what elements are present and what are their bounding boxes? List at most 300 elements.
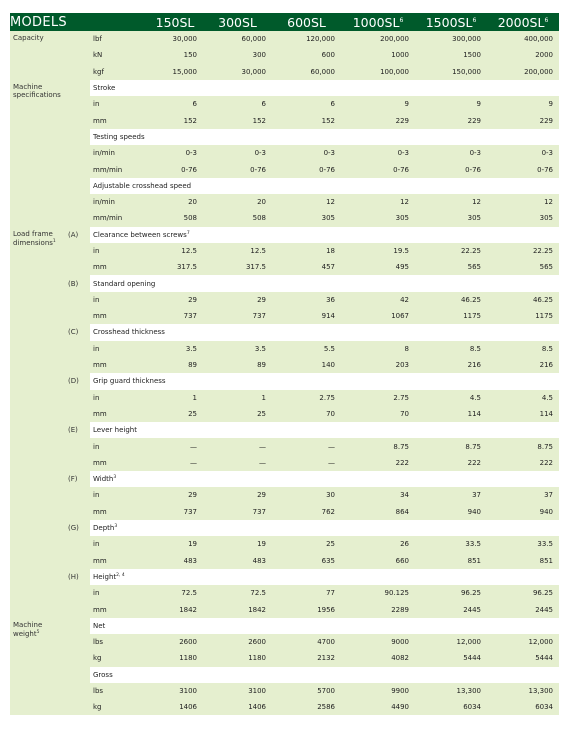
value-cell: 222 <box>341 455 415 471</box>
value-cell: 1180 <box>203 650 272 666</box>
unit-cell: lbs <box>90 634 147 650</box>
subheading-cell <box>90 324 559 340</box>
table-row <box>10 553 559 569</box>
value-cell: 8.75 <box>415 438 487 454</box>
value-cell: 0-3 <box>341 145 415 161</box>
value-cell: 1 <box>203 390 272 406</box>
subheading-row <box>10 324 559 340</box>
dimension-letter <box>68 178 90 194</box>
footnote-marker: 5 <box>36 629 40 635</box>
value-cell: 89 <box>147 357 203 373</box>
value-cell: 565 <box>415 259 487 275</box>
value-cell: 1000 <box>341 47 415 63</box>
value-cell: 737 <box>203 504 272 520</box>
dimension-letter <box>68 31 90 47</box>
value-cell: 0-3 <box>415 145 487 161</box>
dimension-letter <box>68 129 90 145</box>
value-cell: 483 <box>147 553 203 569</box>
value-cell: 114 <box>487 406 559 422</box>
value-cell: 400,000 <box>487 31 559 47</box>
value-cell: 635 <box>272 553 341 569</box>
value-cell: 851 <box>415 553 487 569</box>
value-cell: 12.5 <box>147 243 203 259</box>
value-cell: 29 <box>147 292 203 308</box>
value-cell: — <box>272 455 341 471</box>
unit-cell: mm/min <box>90 161 147 177</box>
subheading-cell <box>90 373 559 389</box>
value-cell: 96.25 <box>415 585 487 601</box>
value-cell: 6034 <box>415 699 487 715</box>
unit-cell: mm <box>90 601 147 617</box>
table-row <box>10 357 559 373</box>
table-row <box>10 47 559 63</box>
value-cell: 19 <box>203 536 272 552</box>
value-cell: 0-76 <box>487 161 559 177</box>
unit-cell: mm <box>90 406 147 422</box>
dimension-letter <box>68 667 90 683</box>
value-cell: 90.125 <box>341 585 415 601</box>
value-cell: 2445 <box>415 601 487 617</box>
subheading-row <box>10 667 559 683</box>
table-row <box>10 634 559 650</box>
table-row <box>10 699 559 715</box>
subheading-text: Standard opening <box>93 279 156 288</box>
value-cell: 5700 <box>272 683 341 699</box>
value-cell: 495 <box>341 259 415 275</box>
value-cell: 100,000 <box>341 64 415 80</box>
table-row <box>10 406 559 422</box>
value-cell: 3100 <box>147 683 203 699</box>
value-cell: 483 <box>203 553 272 569</box>
value-cell: 114 <box>415 406 487 422</box>
table-row <box>10 585 559 601</box>
value-cell: 8.75 <box>487 438 559 454</box>
value-cell: 203 <box>341 357 415 373</box>
dimension-letter <box>68 683 90 699</box>
value-cell: 60,000 <box>203 31 272 47</box>
subheading-row <box>10 618 559 634</box>
value-cell: 13,300 <box>415 683 487 699</box>
table-row <box>10 601 559 617</box>
value-cell: 30,000 <box>147 31 203 47</box>
subheading-cell <box>90 618 559 634</box>
unit-cell: in <box>90 96 147 112</box>
unit-cell: mm <box>90 308 147 324</box>
dimension-letter <box>68 585 90 601</box>
value-cell: 457 <box>272 259 341 275</box>
value-cell: 1175 <box>415 308 487 324</box>
dimension-letter <box>68 487 90 503</box>
subheading-cell <box>90 129 559 145</box>
value-cell: 42 <box>341 292 415 308</box>
subheading-row <box>10 520 559 536</box>
subheading-row <box>10 471 559 487</box>
subheading-row <box>10 275 559 291</box>
table-row <box>10 536 559 552</box>
value-cell: 300,000 <box>415 31 487 47</box>
subheading-text: Width <box>93 475 114 484</box>
dimension-letter: (D) <box>68 373 90 389</box>
value-cell: 300 <box>203 47 272 63</box>
value-cell: 8.75 <box>341 438 415 454</box>
value-cell: 200,000 <box>487 64 559 80</box>
subheading-cell <box>90 80 559 96</box>
value-cell: 737 <box>203 308 272 324</box>
value-cell: 317.5 <box>203 259 272 275</box>
table-row <box>10 308 559 324</box>
table-row <box>10 438 559 454</box>
value-cell: 30,000 <box>203 64 272 80</box>
table-row <box>10 341 559 357</box>
section-label <box>10 80 68 227</box>
subheading-row <box>10 569 559 585</box>
table-row <box>10 650 559 666</box>
dimension-letter <box>68 699 90 715</box>
value-cell: 305 <box>415 210 487 226</box>
value-cell: 5444 <box>415 650 487 666</box>
unit-cell: in <box>90 341 147 357</box>
value-cell: 150 <box>147 47 203 63</box>
dimension-letter: (G) <box>68 520 90 536</box>
value-cell: 22.25 <box>415 243 487 259</box>
dimension-letter <box>68 390 90 406</box>
value-cell: 0-76 <box>341 161 415 177</box>
unit-cell: kN <box>90 47 147 63</box>
subheading-text: Clearance between screws <box>93 230 187 239</box>
value-cell: 8 <box>341 341 415 357</box>
value-cell: 9900 <box>341 683 415 699</box>
value-cell: — <box>147 455 203 471</box>
value-cell: 12,000 <box>415 634 487 650</box>
value-cell: 0-76 <box>272 161 341 177</box>
dimension-letter <box>68 438 90 454</box>
unit-cell: kgf <box>90 64 147 80</box>
unit-cell: mm <box>90 553 147 569</box>
table-row <box>10 161 559 177</box>
dimension-letter <box>68 406 90 422</box>
table-row <box>10 145 559 161</box>
value-cell: 25 <box>147 406 203 422</box>
value-cell: 140 <box>272 357 341 373</box>
subheading-cell <box>90 569 559 585</box>
value-cell: — <box>272 438 341 454</box>
value-cell: 12.5 <box>203 243 272 259</box>
value-cell: 940 <box>487 504 559 520</box>
subheading-row <box>10 227 559 243</box>
value-cell: 1 <box>147 390 203 406</box>
value-cell: 20 <box>203 194 272 210</box>
value-cell: — <box>147 438 203 454</box>
value-cell: 737 <box>147 504 203 520</box>
dimension-letter <box>68 161 90 177</box>
table-row <box>10 455 559 471</box>
dimension-letter <box>68 80 90 96</box>
value-cell: 89 <box>203 357 272 373</box>
value-cell: — <box>203 455 272 471</box>
value-cell: 12 <box>272 194 341 210</box>
value-cell: 72.5 <box>203 585 272 601</box>
dimension-letter <box>68 504 90 520</box>
value-cell: 19 <box>147 536 203 552</box>
value-cell: 305 <box>272 210 341 226</box>
value-cell: 2445 <box>487 601 559 617</box>
value-cell: 1956 <box>272 601 341 617</box>
value-cell: 0-3 <box>147 145 203 161</box>
value-cell: 6034 <box>487 699 559 715</box>
subheading-cell <box>90 227 559 243</box>
value-cell: 2.75 <box>341 390 415 406</box>
value-cell: 864 <box>341 504 415 520</box>
table-row <box>10 259 559 275</box>
dimension-letter: (B) <box>68 275 90 291</box>
value-cell: 5444 <box>487 650 559 666</box>
unit-cell: in <box>90 585 147 601</box>
table-row <box>10 194 559 210</box>
model-header-1000sl: $1000SL^6$ <box>341 13 415 31</box>
footnote-marker: 3 <box>113 475 117 481</box>
value-cell: 3.5 <box>147 341 203 357</box>
table-row <box>10 292 559 308</box>
subheading-text: Lever height <box>93 426 137 435</box>
dimension-letter: (E) <box>68 422 90 438</box>
unit-cell: in/min <box>90 194 147 210</box>
subheading-text: Adjustable crosshead speed <box>93 181 192 190</box>
footnote-marker: 2, 4 <box>116 572 125 578</box>
subheading-text: Net <box>93 621 106 630</box>
dimension-letter <box>68 455 90 471</box>
value-cell: 200,000 <box>341 31 415 47</box>
table-row <box>10 64 559 80</box>
value-cell: 4.5 <box>415 390 487 406</box>
value-cell: 46.25 <box>487 292 559 308</box>
table-row <box>10 210 559 226</box>
unit-cell: in <box>90 390 147 406</box>
value-cell: 9 <box>341 96 415 112</box>
dimension-letter: (C) <box>68 324 90 340</box>
subheading-cell <box>90 520 559 536</box>
model-header-150sl: 150SL <box>147 13 203 31</box>
unit-cell: kg <box>90 699 147 715</box>
subheading-row <box>10 422 559 438</box>
dimension-letter <box>68 64 90 80</box>
value-cell: 1180 <box>147 650 203 666</box>
footnote-marker: 7 <box>186 230 190 236</box>
value-cell: 1175 <box>487 308 559 324</box>
value-cell: 152 <box>272 112 341 128</box>
dimension-letter <box>68 357 90 373</box>
value-cell: 25 <box>203 406 272 422</box>
dimension-letter <box>68 536 90 552</box>
value-cell: 2132 <box>272 650 341 666</box>
unit-cell: in <box>90 487 147 503</box>
value-cell: 33.5 <box>487 536 559 552</box>
value-cell: 565 <box>487 259 559 275</box>
specifications-table <box>10 13 559 715</box>
value-cell: 22.25 <box>487 243 559 259</box>
value-cell: 96.25 <box>487 585 559 601</box>
dimension-letter <box>68 341 90 357</box>
footnote-marker: 1 <box>52 238 56 244</box>
unit-cell: kg <box>90 650 147 666</box>
value-cell: 4490 <box>341 699 415 715</box>
unit-cell: mm <box>90 357 147 373</box>
model-header-600sl: 600SL <box>272 13 341 31</box>
dimension-letter <box>68 292 90 308</box>
value-cell: 36 <box>272 292 341 308</box>
value-cell: 6 <box>272 96 341 112</box>
section-label-text: Capacity <box>13 34 44 42</box>
value-cell: 120,000 <box>272 31 341 47</box>
subheading-cell <box>90 471 559 487</box>
unit-cell: mm <box>90 504 147 520</box>
value-cell: 0-76 <box>415 161 487 177</box>
value-cell: 0-3 <box>272 145 341 161</box>
subheading-cell <box>90 667 559 683</box>
value-cell: 34 <box>341 487 415 503</box>
value-cell: 3.5 <box>203 341 272 357</box>
dimension-letter: (H) <box>68 569 90 585</box>
value-cell: 6 <box>147 96 203 112</box>
value-cell: 9 <box>487 96 559 112</box>
value-cell: 3100 <box>203 683 272 699</box>
subheading-cell <box>90 275 559 291</box>
value-cell: 1067 <box>341 308 415 324</box>
section-label-text: Machine specifications <box>13 82 61 99</box>
value-cell: 737 <box>147 308 203 324</box>
value-cell: 229 <box>487 112 559 128</box>
value-cell: 37 <box>487 487 559 503</box>
value-cell: 19.5 <box>341 243 415 259</box>
unit-cell: mm <box>90 112 147 128</box>
value-cell: 46.25 <box>415 292 487 308</box>
value-cell: 152 <box>147 112 203 128</box>
value-cell: 37 <box>415 487 487 503</box>
footnote-marker: 3 <box>114 524 118 530</box>
dimension-letter <box>68 618 90 634</box>
value-cell: 4700 <box>272 634 341 650</box>
value-cell: 2586 <box>272 699 341 715</box>
value-cell: 1406 <box>147 699 203 715</box>
subheading-row <box>10 80 559 96</box>
value-cell: 305 <box>487 210 559 226</box>
value-cell: 600 <box>272 47 341 63</box>
subheading-row <box>10 178 559 194</box>
table-body <box>10 31 559 715</box>
value-cell: 26 <box>341 536 415 552</box>
dimension-letter <box>68 650 90 666</box>
model-header-300sl: 300SL <box>203 13 272 31</box>
dimension-letter: (F) <box>68 471 90 487</box>
subheading-row <box>10 129 559 145</box>
unit-cell: mm <box>90 455 147 471</box>
dimension-letter <box>68 243 90 259</box>
value-cell: 29 <box>203 487 272 503</box>
dimension-letter: (A) <box>68 227 90 243</box>
unit-cell: in <box>90 243 147 259</box>
value-cell: 152 <box>203 112 272 128</box>
value-cell: 29 <box>203 292 272 308</box>
header-row <box>10 13 559 31</box>
subheading-text: Crosshead thickness <box>93 328 165 337</box>
value-cell: 222 <box>415 455 487 471</box>
unit-cell: in <box>90 292 147 308</box>
value-cell: 0-3 <box>487 145 559 161</box>
subheading-cell <box>90 178 559 194</box>
model-header-2000sl: $2000SL^6$ <box>487 13 559 31</box>
value-cell: 9 <box>415 96 487 112</box>
value-cell: 1406 <box>203 699 272 715</box>
unit-cell: mm <box>90 259 147 275</box>
table-row <box>10 96 559 112</box>
value-cell: 12,000 <box>487 634 559 650</box>
table-row <box>10 487 559 503</box>
subheading-text: Testing speeds <box>93 132 145 141</box>
value-cell: 13,300 <box>487 683 559 699</box>
value-cell: 2600 <box>203 634 272 650</box>
subheading-text: Height <box>93 572 117 581</box>
value-cell: 0-3 <box>203 145 272 161</box>
value-cell: 15,000 <box>147 64 203 80</box>
section-label <box>10 31 68 80</box>
dimension-letter <box>68 308 90 324</box>
value-cell: 1842 <box>147 601 203 617</box>
value-cell: 2600 <box>147 634 203 650</box>
subheading-row <box>10 373 559 389</box>
value-cell: 216 <box>487 357 559 373</box>
value-cell: 1842 <box>203 601 272 617</box>
value-cell: 70 <box>272 406 341 422</box>
table-row <box>10 683 559 699</box>
value-cell: 30 <box>272 487 341 503</box>
dimension-letter <box>68 634 90 650</box>
value-cell: 25 <box>272 536 341 552</box>
value-cell: 0-76 <box>147 161 203 177</box>
subheading-cell <box>90 422 559 438</box>
dimension-letter <box>68 96 90 112</box>
value-cell: 12 <box>415 194 487 210</box>
value-cell: 508 <box>147 210 203 226</box>
dimension-letter <box>68 145 90 161</box>
value-cell: 940 <box>415 504 487 520</box>
value-cell: 305 <box>341 210 415 226</box>
value-cell: 914 <box>272 308 341 324</box>
section-label <box>10 618 68 716</box>
value-cell: 762 <box>272 504 341 520</box>
unit-cell: lbs <box>90 683 147 699</box>
section-label-text: Load frame dimensions <box>13 229 53 247</box>
subheading-text: Gross <box>93 670 113 679</box>
subheading-text: Stroke <box>93 84 116 93</box>
value-cell: 2.75 <box>272 390 341 406</box>
unit-cell: in/min <box>90 145 147 161</box>
value-cell: 1500 <box>415 47 487 63</box>
value-cell: 222 <box>487 455 559 471</box>
value-cell: 12 <box>487 194 559 210</box>
value-cell: — <box>203 438 272 454</box>
value-cell: 29 <box>147 487 203 503</box>
model-header-1500sl: $1500SL^6$ <box>415 13 487 31</box>
value-cell: 2000 <box>487 47 559 63</box>
value-cell: 4082 <box>341 650 415 666</box>
dimension-letter <box>68 601 90 617</box>
value-cell: 72.5 <box>147 585 203 601</box>
table-row <box>10 243 559 259</box>
value-cell: 0-76 <box>203 161 272 177</box>
value-cell: 508 <box>203 210 272 226</box>
value-cell: 60,000 <box>272 64 341 80</box>
value-cell: 18 <box>272 243 341 259</box>
dimension-letter <box>68 194 90 210</box>
